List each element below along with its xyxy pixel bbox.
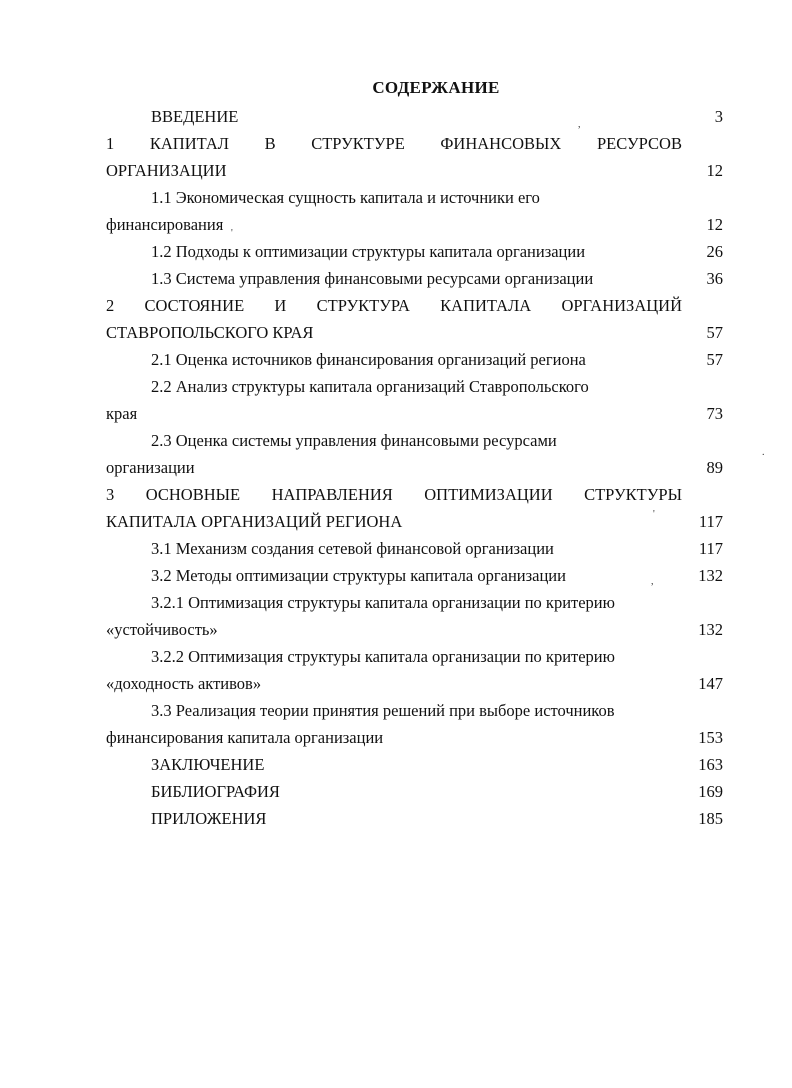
heading-word: СТРУКТУРЕ xyxy=(311,134,405,153)
toc-section-3-2: 3.2 Методы оптимизации структуры капитала организации xyxy=(151,566,566,585)
scan-speck: , xyxy=(651,576,654,587)
heading-word: ОПТИМИЗАЦИИ xyxy=(424,485,553,504)
toc-page-number: 57 xyxy=(706,323,723,342)
heading-word: СТРУКТУРА xyxy=(316,296,410,315)
heading-word: ОРГАНИЗАЦИЙ xyxy=(561,296,682,315)
toc-chapter-3-heading xyxy=(106,484,682,506)
heading-word: КАПИТАЛ xyxy=(149,134,229,153)
page-title: СОДЕРЖАНИЕ xyxy=(372,78,500,97)
toc-section-2-3-cont: организации xyxy=(106,458,195,477)
heading-word: 1 xyxy=(106,134,115,153)
toc-chapter-2-heading-cont: СТАВРОПОЛЬСКОГО КРАЯ xyxy=(106,323,314,342)
toc-section-2-2-cont: края xyxy=(106,404,138,423)
toc-page-number: 57 xyxy=(706,350,723,369)
toc-page-number: 73 xyxy=(706,404,723,423)
scan-speck: , xyxy=(578,119,581,130)
heading-word: СТРУКТУРЫ xyxy=(584,485,682,504)
heading-word: НАПРАВЛЕНИЯ xyxy=(271,485,393,504)
toc-entry-appendices: ПРИЛОЖЕНИЯ xyxy=(151,809,267,828)
toc-section-3-2-1-cont: «устойчивость» xyxy=(106,620,218,639)
heading-word: ФИНАНСОВЫХ xyxy=(440,134,562,153)
heading-word: 3 xyxy=(106,485,115,504)
scan-speck: ' xyxy=(231,228,233,239)
toc-page-number: 153 xyxy=(698,728,723,747)
toc-section-1-1-cont: финансирования xyxy=(106,215,224,234)
toc-page-number: 132 xyxy=(698,620,723,639)
toc-page-number: 26 xyxy=(706,242,723,261)
heading-word: СОСТОЯНИЕ xyxy=(144,296,245,315)
heading-word: В xyxy=(264,134,276,153)
scan-speck: . xyxy=(762,447,765,458)
toc-page-number: 132 xyxy=(698,566,723,585)
toc-section-2-1: 2.1 Оценка источников финансирования организаций региона xyxy=(151,350,586,369)
toc-section-3-1: 3.1 Механизм создания сетевой финансовой организации xyxy=(151,539,554,558)
scan-speck: ' xyxy=(653,509,655,520)
toc-section-2-3: 2.3 Оценка системы управления финансовыми ресурсами xyxy=(151,431,557,450)
heading-word: ОСНОВНЫЕ xyxy=(145,485,241,504)
toc-page-number: 147 xyxy=(698,674,723,693)
heading-word: И xyxy=(274,296,287,315)
toc-entry-bibliography: БИБЛИОГРАФИЯ xyxy=(151,782,280,801)
toc-section-1-3: 1.3 Система управления финансовыми ресурсами организации xyxy=(151,269,594,288)
toc-page-number: 185 xyxy=(698,809,723,828)
heading-word: 2 xyxy=(106,296,115,315)
toc-chapter-1-heading-cont: ОРГАНИЗАЦИИ xyxy=(106,161,227,180)
toc-section-1-1: 1.1 Экономическая сущность капитала и источники его xyxy=(151,188,540,207)
toc-chapter-3-heading-cont: КАПИТАЛА ОРГАНИЗАЦИЙ РЕГИОНА xyxy=(106,512,403,531)
toc-page-number: 169 xyxy=(698,782,723,801)
toc-entry-conclusion: ЗАКЛЮЧЕНИЕ xyxy=(151,755,265,774)
heading-word: РЕСУРСОВ xyxy=(596,134,682,153)
toc-chapter-2-heading xyxy=(106,295,682,317)
toc-page-number: 163 xyxy=(698,755,723,774)
toc-section-1-2: 1.2 Подходы к оптимизации структуры капитала организации xyxy=(151,242,586,261)
toc-section-3-3: 3.3 Реализация теории принятия решений при выборе источников xyxy=(151,701,615,720)
toc-section-3-2-2: 3.2.2 Оптимизация структуры капитала организации по критерию xyxy=(151,647,615,666)
toc-page-number: 12 xyxy=(706,161,723,180)
toc-section-3-2-2-cont: «доходность активов» xyxy=(106,674,262,693)
toc-section-3-3-cont: финансирования капитала организации xyxy=(106,728,384,747)
toc-page-number: 36 xyxy=(706,269,723,288)
toc-page-number: 117 xyxy=(698,539,723,558)
toc-page-number: 3 xyxy=(714,107,723,126)
heading-word: КАПИТАЛА xyxy=(440,296,532,315)
toc-section-2-2: 2.2 Анализ структуры капитала организаций Ставропольского xyxy=(151,377,589,396)
toc-page-number: 117 xyxy=(698,512,723,531)
toc-page-number: 12 xyxy=(706,215,723,234)
toc-page-number: 89 xyxy=(706,458,723,477)
toc-chapter-1-heading xyxy=(106,133,682,155)
toc-entry-introduction: ВВЕДЕНИЕ xyxy=(151,107,239,126)
toc-section-3-2-1: 3.2.1 Оптимизация структуры капитала организации по критерию xyxy=(151,593,615,612)
